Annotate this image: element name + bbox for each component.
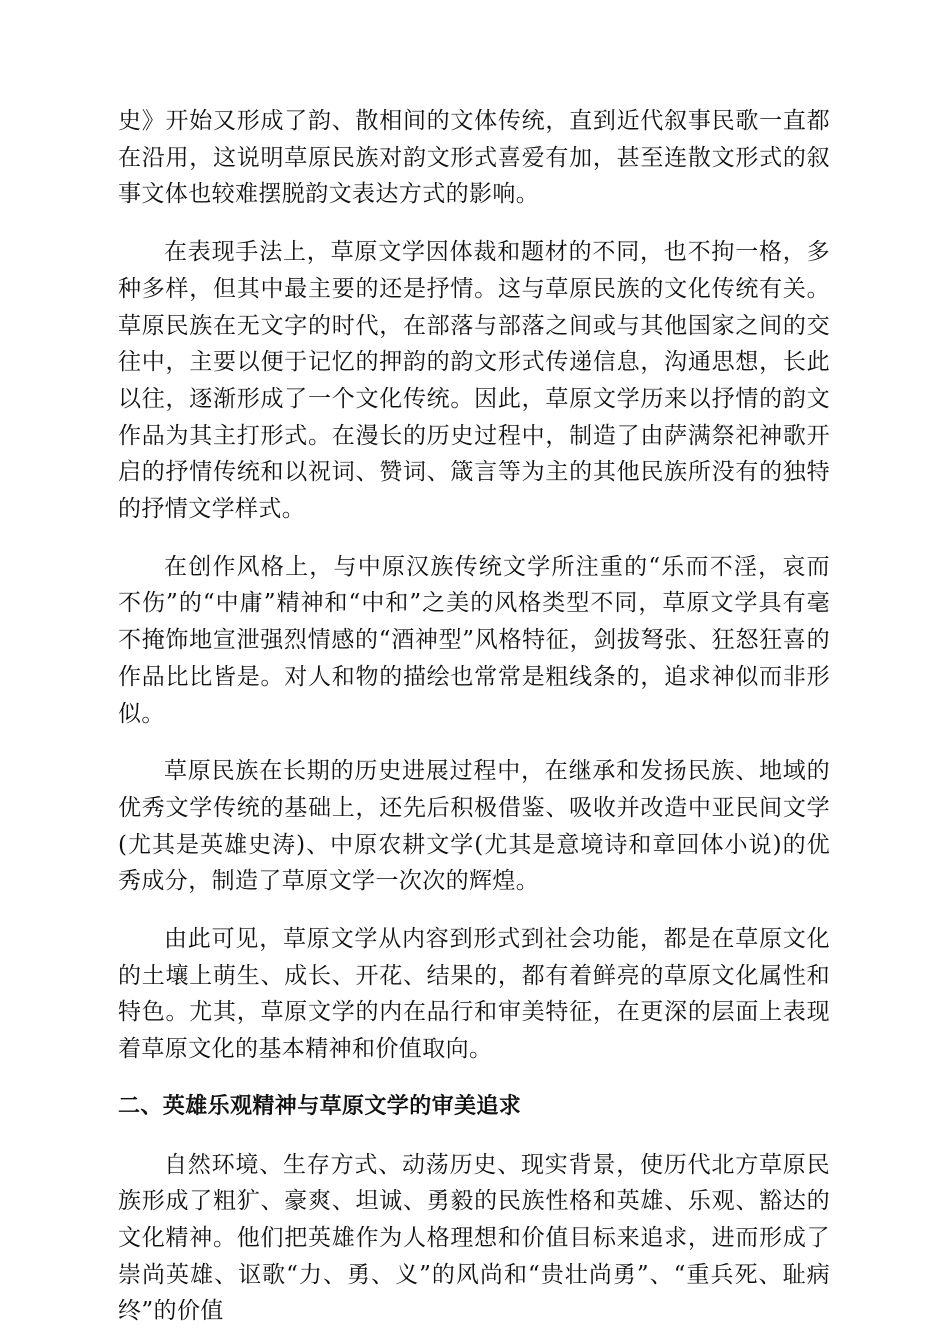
section-heading: 二、英雄乐观精神与草原文学的审美追求 xyxy=(118,1093,522,1119)
paragraph-continuation: 史》开始又形成了韵、散相间的文体传统，直到近代叙事民歌一直都在沿用，这说明草原民族对韵文形式喜爱有加，甚至连散文形式的叙事文体也较难摆脱韵文表达方式的影响。 xyxy=(118,108,830,208)
paragraph-historical-development: 草原民族在长期的历史进展过程中，在继承和发扬民族、地域的优秀文学传统的基础上，还先后积极借鉴、吸收并改造中亚民间文学(尤其是英雄史涛)、中原农耕文学(尤其是意境诗和章回体小说)的优秀成分，制造了草原文学一次次的辉煌。 xyxy=(118,758,830,895)
document-page xyxy=(118,103,830,1330)
paragraph-conclusion: 由此可见，草原文学从内容到形式到社会功能，都是在草原文化的土壤上萌生、成长、开花、结果的，都有着鲜亮的草原文化属性和特色。尤其，草原文学的内在品行和审美特征，在更深的层面上表现着草原文化的基本精神和价值取向。 xyxy=(118,926,830,1063)
paragraph-heroic-spirit: 自然环境、生存方式、动荡历史、现实背景，使历代北方草原民族形成了粗犷、豪爽、坦诚、勇毅的民族性格和英雄、乐观、豁达的文化精神。他们把英雄作为人格理想和价值目标来追求，进而形成了崇尚英雄、讴歌“力、勇、义”的风尚和“贵壮尚勇”、“重兵死、耻病终”的价值 xyxy=(118,1151,830,1325)
paragraph-creative-style: 在创作风格上，与中原汉族传统文学所注重的“乐而不淫，哀而不伤”的“中庸”精神和“中和”之美的风格类型不同，草原文学具有毫不掩饰地宣泄强烈情感的“酒神型”风格特征，剑拔弩张、狂怒狂喜的作品比比皆是。对人和物的描绘也常常是粗线条的，追求神似而非形似。 xyxy=(118,553,830,727)
paragraph-expression-technique: 在表现手法上，草原文学因体裁和题材的不同，也不拘一格，多种多样，但其中最主要的还是抒情。这与草原民族的文化传统有关。草原民族在无文字的时代，在部落与部落之间或与其他国家之间的交往中，主要以便于记忆的押韵的韵文形式传递信息，沟通思想，长此以往，逐渐形成了一个文化传统。因此，草原文学历来以抒情的韵文作品为其主打形式。在漫长的历史过程中，制造了由萨满祭祀神歌开启的抒情传统和以祝词、赞词、箴言等为主的其他民族所没有的独特的抒情文学样式。 xyxy=(118,239,830,523)
